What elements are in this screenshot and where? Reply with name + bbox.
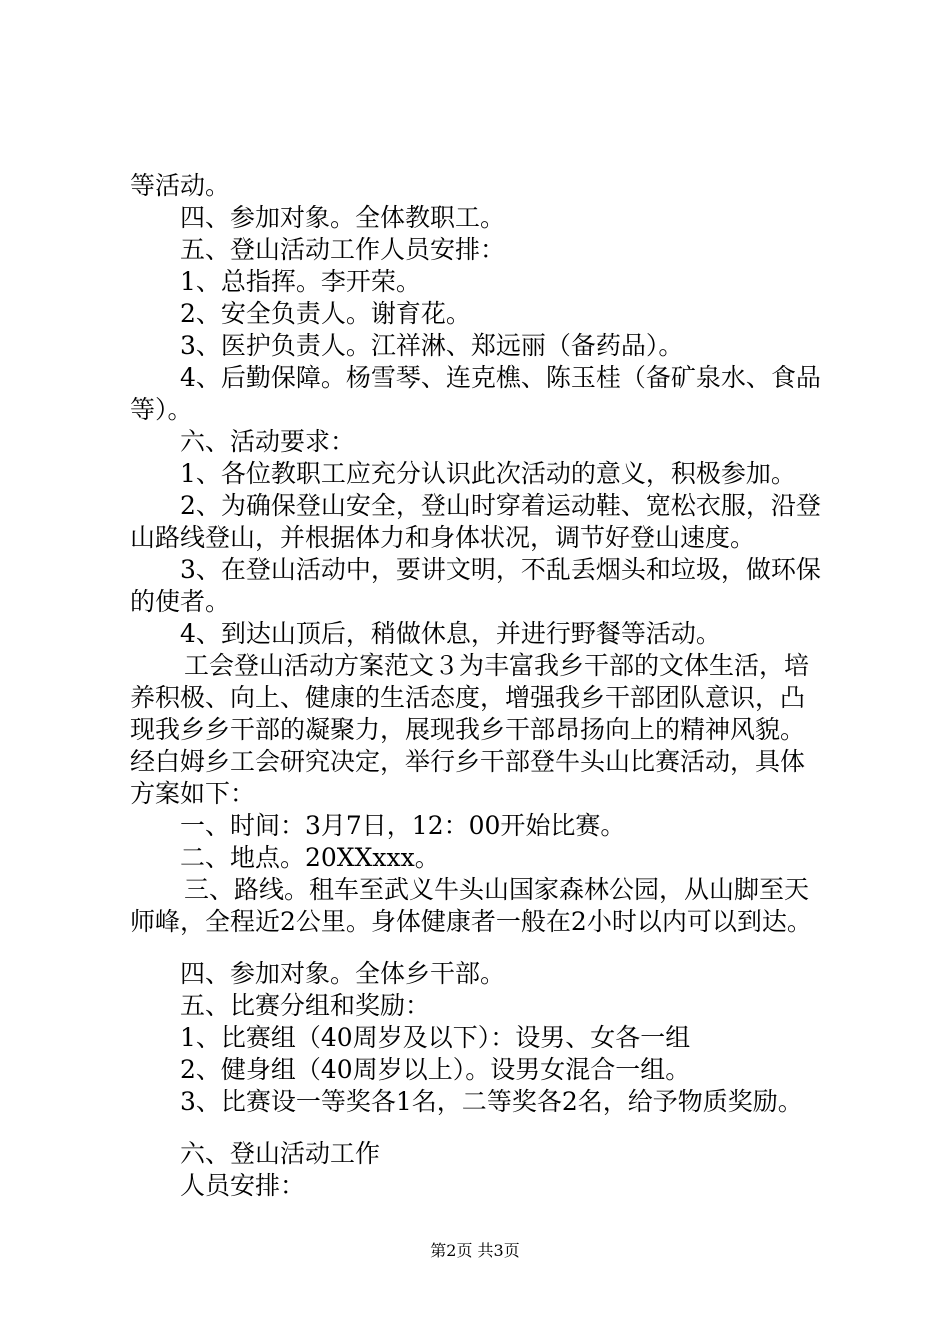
text-line: 人员安排： — [180, 1171, 306, 1200]
text-line: 一、时间：3月7日，12：00开始比赛。 — [180, 811, 626, 840]
text-line: 方案如下： — [130, 779, 256, 808]
text-line: 等）。 — [130, 395, 193, 424]
text-line: 经白姆乡工会研究决定，举行乡干部登牛头山比赛活动，具体 — [130, 747, 806, 776]
text-line: 养积极、向上、健康的生活态度，增强我乡干部团队意识，凸 — [130, 683, 806, 712]
text-line: 二、地点。20XXxxx。 — [180, 843, 440, 872]
paragraph-gap — [130, 1118, 920, 1138]
paragraph-gap — [130, 938, 920, 958]
text-line: 1、各位教职工应充分认识此次活动的意义，积极参加。 — [180, 459, 796, 488]
text-line: 2、安全负责人。谢育花。 — [180, 299, 471, 328]
text-line: 4、后勤保障。杨雪琴、连克樵、陈玉桂（备矿泉水、食品 — [180, 363, 821, 392]
text-line: 三、路线。租车至武义牛头山国家森林公园，从山脚至天 — [184, 875, 810, 904]
text-line: 四、参加对象。全体乡干部。 — [180, 959, 506, 988]
text-line: 3、在登山活动中，要讲文明，不乱丢烟头和垃圾，做环保 — [180, 555, 821, 584]
text-line: 1、比赛组（40周岁及以下）：设男、女各一组 — [180, 1023, 691, 1052]
text-line: 五、登山活动工作人员安排： — [180, 235, 506, 264]
text-line: 3、医护负责人。江祥淋、郑远丽（备药品）。 — [180, 331, 684, 360]
page-footer: 第2页 共3页 — [430, 1241, 520, 1260]
text-line: 2、为确保登山安全，登山时穿着运动鞋、宽松衣服，沿登 — [180, 491, 821, 520]
text-line: 五、比赛分组和奖励： — [180, 991, 431, 1020]
text-line: 四、参加对象。全体教职工。 — [180, 203, 506, 232]
text-line: 师峰，全程近2公里。身体健康者一般在2小时以内可以到达。 — [130, 907, 812, 936]
text-line: 六、活动要求： — [180, 427, 356, 456]
text-line: 2、健身组（40周岁以上）。设男女混合一组。 — [180, 1055, 691, 1084]
text-line: 工会登山活动方案范文３为丰富我乡干部的文体生活，培 — [184, 651, 810, 680]
text-line: 山路线登山，并根据体力和身体状况，调节好登山速度。 — [130, 523, 756, 552]
text-line: 现我乡乡干部的凝聚力，展现我乡干部昂扬向上的精神风貌。 — [130, 715, 806, 744]
text-line: 的使者。 — [130, 587, 231, 616]
text-line: 3、比赛设一等奖各1名，二等奖各2名，给予物质奖励。 — [180, 1087, 803, 1116]
text-line: 等活动。 — [130, 171, 231, 200]
document-body — [130, 170, 920, 1202]
text-line: 六、登山活动工作 — [180, 1139, 381, 1168]
text-line: 1、总指挥。李开荣。 — [180, 267, 421, 296]
text-line: 4、到达山顶后，稍做休息，并进行野餐等活动。 — [180, 619, 721, 648]
